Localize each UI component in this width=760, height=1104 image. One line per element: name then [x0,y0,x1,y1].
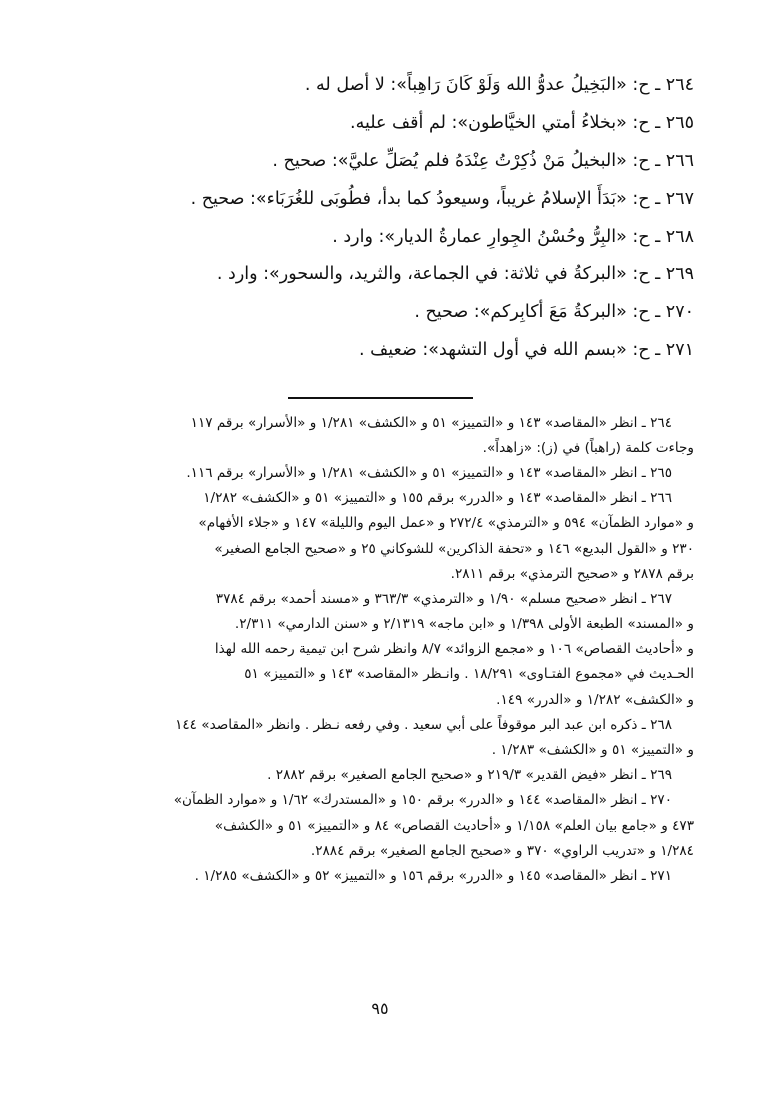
hadith-entry: ٢٧٠ ـ ح: «البركةُ مَعَ أكابِركم»: صحيح . [414,302,694,323]
footnote-line: و «المسند» الطبعة الأولى ١/٣٩٨ و «ابن ماجه» ٢/١٣١٩ و «سنن الدارمي» ٢/٣١١. [234,616,694,633]
footnote-line: ٢٦٧ ـ انظر «صحيح مسلم» ١/٩٠ و «الترمذي» ٣٦٣/٣ و «مسند أحمد» برقم ٣٧٨٤ [215,590,672,607]
footnotes-section [66,411,694,890]
footnote-line: ٢٦٨ ـ ذكره ابن عبد البر موقوفاً على أبي سعيد . وفي رفعه نـظر . وانظر «المقاصد» ١٤٤ [175,716,672,733]
hadith-entry: ٢٦٥ ـ ح: «بخلاءُ أمتي الخيَّاطون»: لم أقف عليه. [350,112,694,133]
footnote-line: ٢٣٠ و «القول البديع» ١٤٦ و «تحفة الذاكرين» للشوكاني ٢٥ و «صحيح الجامع الصغير» [214,540,694,557]
footnote-line: و «التمييز» ٥١ و «الكشف» ١/٢٨٣ . [491,742,694,759]
footnote-line: برقم ٢٨٧٨ و «صحيح الترمذي» برقم ٢٨١١. [450,565,694,582]
hadith-entry: ٢٧١ ـ ح: «بسم الله في أول التشهد»: ضعيف . [359,340,694,361]
footnote-line: و «موارد الظمآن» ٥٩٤ و «الترمذي» ٢٧٢/٤ و «عمل اليوم والليلة» ١٤٧ و «جلاء الأفهام» [198,515,694,532]
footnote-line: ٢٦٩ ـ انظر «فيض القدير» ٢١٩/٣ و «صحيح الجامع الصغير» برقم ٢٨٨٢ . [267,767,672,784]
hadith-entry: ٢٦٩ ـ ح: «البركةُ في ثلاثة: في الجماعة، والثريد، والسحور»: وارد . [216,264,694,285]
footnote-line: ٢٦٦ ـ انظر «المقاصد» ١٤٣ و «الدرر» برقم ١٥٥ و «التمييز» ٥١ و «الكشف» ١/٢٨٢ [203,490,672,507]
footnote-line: و «الكشف» ١/٢٨٢ و «الدرر» ١٤٩. [496,691,694,708]
footnote-line: ٢٦٥ ـ انظر «المقاصد» ١٤٣ و «التمييز» ٥١ و «الكشف» ١/٢٨١ و «الأسرار» برقم ١١٦. [186,464,672,481]
footnote-line: ٤٧٣ و «جامع بيان العلم» ١/١٥٨ و «أحاديث القصاص» ٨٤ و «التمييز» ٥١ و «الكشف» [214,817,694,834]
footnote-line: ٢٧١ ـ انظر «المقاصد» ١٤٥ و «الدرر» برقم ١٥٦ و «التمييز» ٥٢ و «الكشف» ١/٢٨٥ . [194,867,672,884]
footnote-line: الحـديث في «مجموع الفتـاوى» ١٨/٢٩١ . وانـظر «المقاصد» ١٤٣ و «التمييز» ٥١ [244,666,694,683]
hadith-entry: ٢٦٧ ـ ح: «بَدَأَ الإسلامُ غريباً، وسيعودُ كما بدأ، فطُوبَى للغُرَبَاء»: صحيح . [190,188,694,209]
hadith-entries-list [66,68,694,371]
footnote-line: ٢٧٠ ـ انظر «المقاصد» ١٤٤ و «الدرر» برقم ١٥٠ و «المستدرك» ١/٦٢ و «موارد الظمآن» [173,792,672,809]
hadith-entry: ٢٦٨ ـ ح: «البِرُّ وحُسْنُ الجِوارِ عمارةُ الديار»: وارد . [332,226,694,247]
footnote-line: ٢٦٤ ـ انظر «المقاصد» ١٤٣ و «التمييز» ٥١ و «الكشف» ١/٢٨١ و «الأسرار» برقم ١١٧ [190,414,672,431]
hadith-entry: ٢٦٤ ـ ح: «البَخِيلُ عدوُّ الله وَلَوْ كَانَ رَاهِباً»: لا أصل له . [304,75,694,95]
horizontal-rule [288,397,473,399]
hadith-entry: ٢٦٦ ـ ح: «البخيلُ مَنْ ذُكِرْتُ عِنْدَهُ فلم يُصَلِّ عليَّ»: صحيح . [272,150,694,171]
page-number: ٩٥ [371,999,389,1018]
footnote-line: و «أحاديث القصاص» ١٠٦ و «مجمع الزوائد» ٨/٧ وانظر شرح ابن تيمية رحمه الله لهذا [214,641,694,658]
footnote-separator [66,397,694,399]
footnote-line: ١/٢٨٤ و «تدريب الراوي» ٣٧٠ و «صحيح الجامع الصغير» برقم ٢٨٨٤. [310,842,694,859]
footnote-line: وجاءت كلمة (راهباً) في (ز): «زاهداً». [482,439,694,456]
